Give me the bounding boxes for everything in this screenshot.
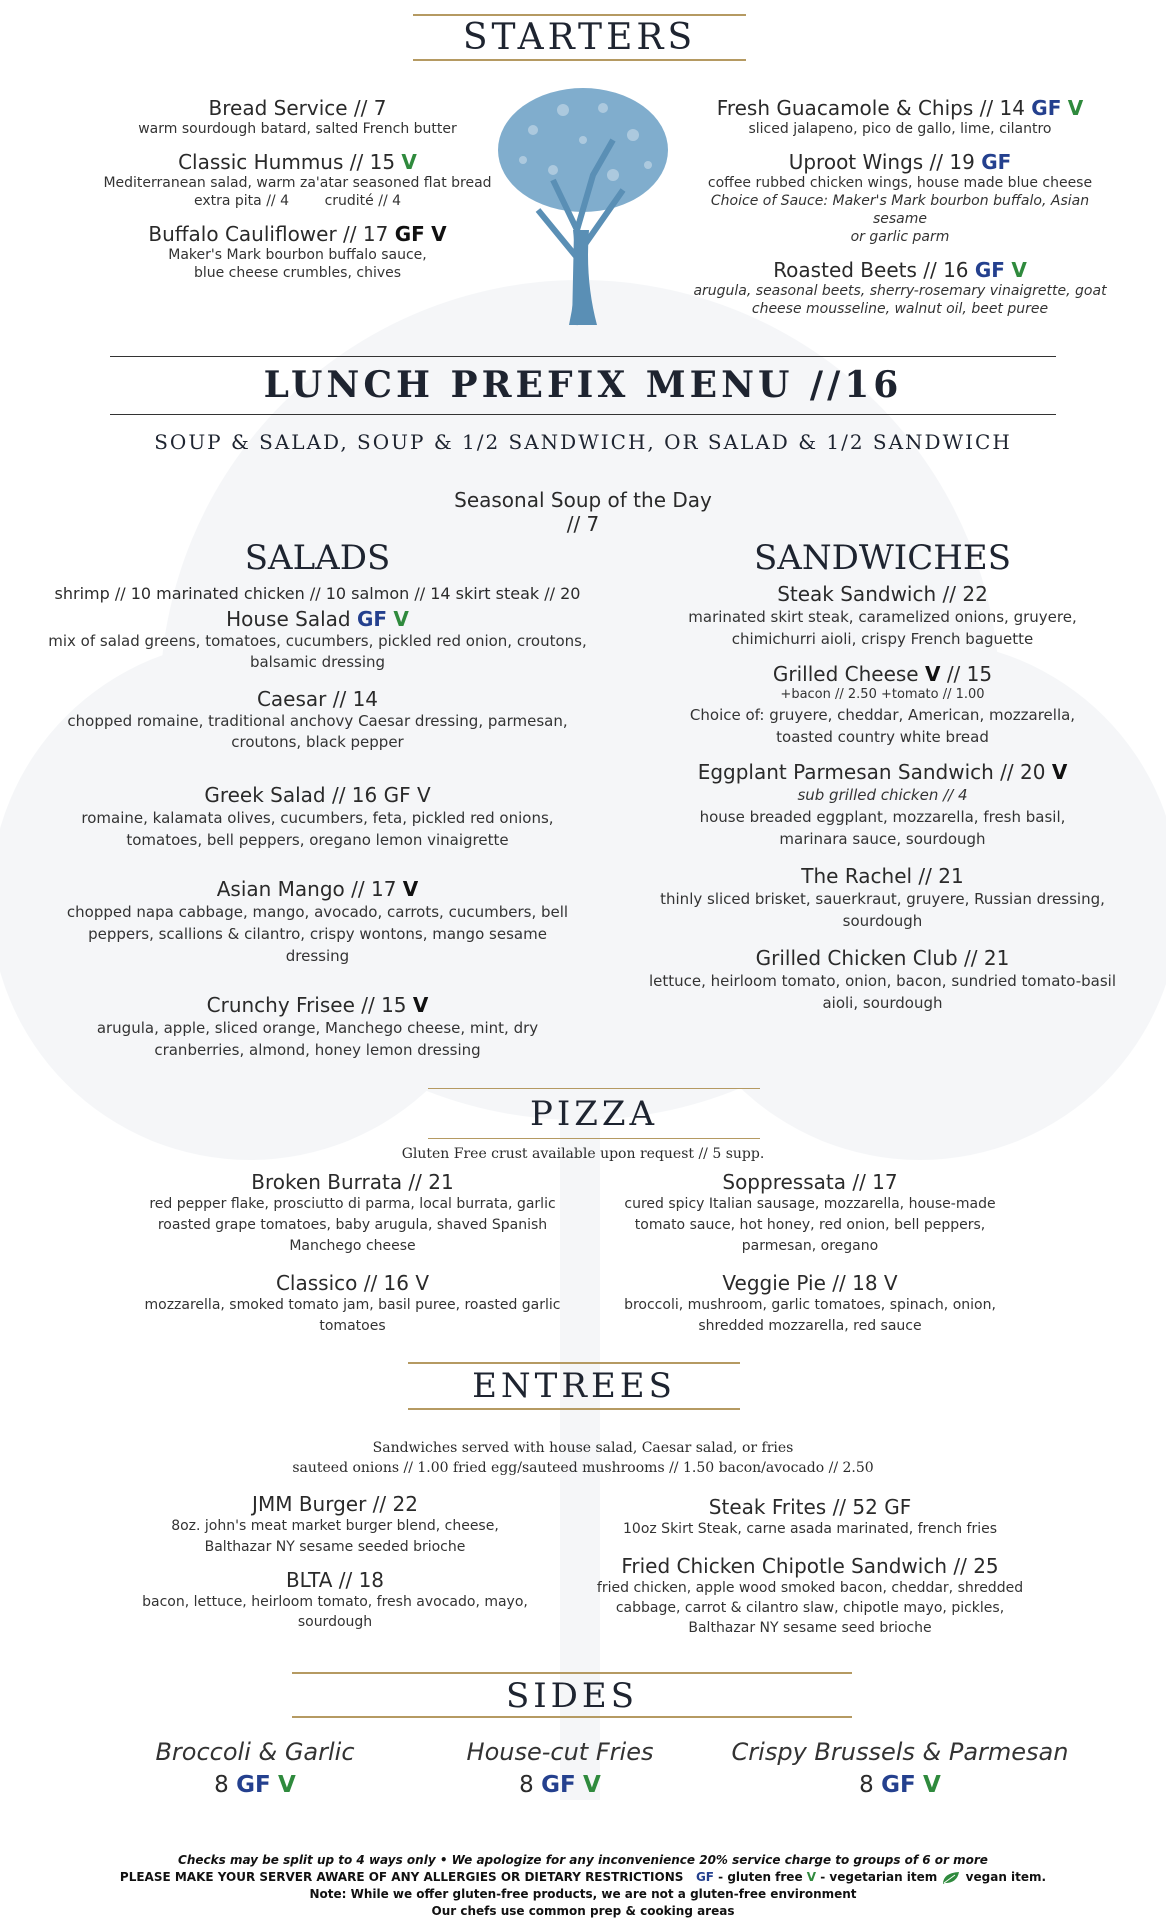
sandwich-desc: marinara sauce, sourdough xyxy=(779,830,986,848)
pizza-title: Classico // 16 V xyxy=(275,1271,430,1295)
sandwiches-heading: SANDWICHES xyxy=(753,538,1011,578)
salad-title-text: Asian Mango // 17 xyxy=(216,877,397,901)
vegetarian-badge: V xyxy=(401,150,417,174)
salads-heading: SALADS xyxy=(244,538,391,578)
starter-desc: extra pita // 4 crudité // 4 xyxy=(193,193,402,209)
footer-vegan-text: vegan item. xyxy=(965,1870,1047,1884)
starter-desc: or garlic parm xyxy=(850,229,950,245)
vegetarian-badge: V xyxy=(412,993,429,1017)
pizza-desc: Manchego cheese xyxy=(289,1238,416,1254)
footer-allergy-note xyxy=(60,1869,1106,1886)
sandwich-title-text: Eggplant Parmesan Sandwich // 20 xyxy=(697,760,1046,784)
entree-title: Steak Frites // 52 GF xyxy=(708,1495,912,1519)
salads-addons: shrimp // 10 marinated chicken // 10 salmon // 14 skirt steak // 20 xyxy=(54,584,581,603)
salad-title xyxy=(30,993,605,1017)
side-price: 8 xyxy=(214,1772,229,1798)
starter-desc: blue cheese crumbles, chives xyxy=(193,265,402,281)
sandwich-desc: thinly sliced brisket, sauerkraut, gruyere, Russian dressing, xyxy=(660,890,1105,908)
entree-desc: Balthazar NY sesame seeded brioche xyxy=(204,1539,466,1555)
sandwich-desc: sub grilled chicken // 4 xyxy=(797,786,968,804)
starters-heading: STARTERS xyxy=(462,17,697,58)
entree-desc: 8oz. john's meat market burger blend, cheese, xyxy=(171,1518,499,1534)
salad-title xyxy=(30,607,605,631)
entree-desc: sourdough xyxy=(297,1614,373,1630)
gluten-free-badge: GF xyxy=(981,150,1012,174)
salad-title-text: Crunchy Frisee // 15 xyxy=(206,993,407,1017)
pizza-desc: tomato sauce, hot honey, red onion, bell peppers, xyxy=(634,1217,986,1233)
starter-desc: Maker's Mark bourbon buffalo sauce, xyxy=(168,247,427,263)
prefix-subheading: SOUP & SALAD, SOUP & 1/2 SANDWICH, OR SALAD & 1/2 SANDWICH xyxy=(154,430,1012,454)
entree-desc: 10oz Skirt Steak, carne asada marinated, french fries xyxy=(623,1521,997,1537)
sandwich-title: The Rachel // 21 xyxy=(801,864,964,888)
prefix-top-rule xyxy=(110,356,1056,357)
pizza-desc: mozzarella, smoked tomato jam, basil puree, roasted garlic xyxy=(144,1297,561,1313)
pizza-desc: red pepper flake, prosciutto di parma, local burrata, garlic xyxy=(149,1196,556,1212)
gluten-free-badge: GF xyxy=(695,1870,714,1884)
entree-desc: bacon, lettuce, heirloom tomato, fresh avocado, mayo, xyxy=(142,1594,528,1610)
starter-title-text: Classic Hummus // 15 xyxy=(178,150,396,174)
pizza-desc: broccoli, mushroom, garlic tomatoes, spinach, onion, xyxy=(624,1297,996,1313)
pizza-title: Soppressata // 17 xyxy=(722,1170,898,1194)
vegan-leaf-icon xyxy=(941,1871,961,1885)
starter-title xyxy=(690,96,1110,120)
tree-icon xyxy=(493,80,673,330)
salad-desc: cranberries, almond, honey lemon dressing xyxy=(154,1041,481,1059)
sides-top-rule xyxy=(292,1672,852,1674)
entrees-note: Sandwiches served with house salad, Caesar salad, or fries xyxy=(372,1440,794,1456)
salad-desc: balsamic dressing xyxy=(249,653,386,671)
sandwiches-column xyxy=(620,538,1145,1014)
entrees-left-column xyxy=(120,1492,550,1632)
pizza-heading: PIZZA xyxy=(529,1094,659,1134)
gluten-free-badge: GF xyxy=(236,1772,271,1798)
prefix-bottom-rule xyxy=(110,414,1056,415)
prefix-heading: LUNCH PREFIX MENU //16 xyxy=(263,364,903,406)
entrees-bottom-rule xyxy=(408,1408,740,1410)
starter-desc: coffee rubbed chicken wings, house made blue cheese xyxy=(707,175,1093,191)
footer-checks-note: Checks may be split up to 4 ways only • We apologize for any inconvenience 20% service charge to groups of 6 or more xyxy=(178,1853,988,1867)
starter-desc: sliced jalapeno, pico de gallo, lime, cilantro xyxy=(748,121,1052,137)
starter-title-text: Buffalo Cauliflower // 17 xyxy=(148,222,389,246)
sandwich-title: Steak Sandwich // 22 xyxy=(777,582,988,606)
entrees-right-column xyxy=(590,1495,1030,1638)
side-price: 8 xyxy=(519,1772,534,1798)
starter-desc: cheese mousseline, walnut oil, beet puree xyxy=(751,301,1049,317)
vegetarian-badge: V xyxy=(806,1870,817,1884)
salad-desc: arugula, apple, sliced orange, Manchego cheese, mint, dry xyxy=(96,1019,539,1037)
side-price-row xyxy=(700,1772,1100,1798)
pizza-top-rule xyxy=(428,1088,760,1089)
starter-desc: Mediterranean salad, warm za'atar seasoned flat bread xyxy=(103,175,492,191)
sandwich-desc: toasted country white bread xyxy=(776,728,989,746)
sandwich-desc: aioli, sourdough xyxy=(822,994,943,1012)
soup-title: Seasonal Soup of the Day xyxy=(454,488,712,512)
starter-desc: arugula, seasonal beets, sherry-rosemary vinaigrette, goat xyxy=(693,283,1107,299)
salad-title-text: House Salad xyxy=(226,607,351,631)
starter-title-text: Uproot Wings // 19 xyxy=(788,150,975,174)
pizza-note: Gluten Free crust available upon request // 5 supp. xyxy=(401,1146,765,1162)
vegetarian-badge: V xyxy=(583,1772,601,1798)
footer-veg-text: - vegetarian item xyxy=(820,1870,938,1884)
vegetarian-badge: V xyxy=(923,1772,941,1798)
salad-desc: romaine, kalamata olives, cucumbers, feta, pickled red onions, xyxy=(81,809,554,827)
side-item xyxy=(700,1738,1100,1798)
gluten-free-badge: GF xyxy=(974,258,1005,282)
vegetarian-badge: V xyxy=(402,877,419,901)
side-item xyxy=(120,1738,390,1798)
starter-title: Bread Service // 7 xyxy=(208,96,387,120)
sandwich-desc: sourdough xyxy=(842,912,923,930)
sandwich-desc: house breaded eggplant, mozzarella, fresh basil, xyxy=(699,808,1066,826)
starter-desc: warm sourdough batard, salted French butter xyxy=(138,121,457,137)
vegetarian-badge: V xyxy=(393,607,409,631)
side-title: Crispy Brussels & Parmesan xyxy=(731,1738,1069,1766)
pizza-left-column xyxy=(110,1170,595,1337)
entree-desc: fried chicken, apple wood smoked bacon, cheddar, shredded xyxy=(596,1580,1024,1596)
soup-block xyxy=(433,488,733,536)
side-price-row xyxy=(120,1772,390,1798)
entree-desc: Balthazar NY sesame seed brioche xyxy=(688,1620,932,1636)
starter-title xyxy=(100,150,495,174)
starter-title xyxy=(100,222,495,246)
salad-title: Caesar // 14 xyxy=(256,687,379,711)
salads-column xyxy=(30,538,605,1061)
sandwich-desc: Choice of: gruyere, cheddar, American, mozzarella, xyxy=(689,706,1076,724)
gluten-free-badge: GF xyxy=(356,607,388,631)
salad-title xyxy=(30,877,605,901)
entree-title: Fried Chicken Chipotle Sandwich // 25 xyxy=(621,1554,999,1578)
pizza-desc: shredded mozzarella, red sauce xyxy=(698,1318,922,1334)
pizza-title: Broken Burrata // 21 xyxy=(251,1170,454,1194)
salad-desc: peppers, scallions & cilantro, crispy wontons, mango sesame xyxy=(88,925,547,943)
side-price-row xyxy=(425,1772,695,1798)
starter-title xyxy=(690,258,1110,282)
side-item xyxy=(425,1738,695,1798)
footer xyxy=(60,1852,1106,1920)
footer-gf-text: - gluten free xyxy=(718,1870,803,1884)
sandwich-title-text: Grilled Cheese xyxy=(772,662,919,686)
pizza-right-column xyxy=(595,1170,1025,1337)
starter-title-text: Fresh Guacamole & Chips // 14 xyxy=(716,96,1025,120)
starter-title xyxy=(690,150,1110,174)
starter-title-text: Roasted Beets // 16 xyxy=(773,258,969,282)
vegetarian-badge: V xyxy=(278,1772,296,1798)
salad-desc: chopped napa cabbage, mango, avocado, carrots, cucumbers, bell xyxy=(66,903,569,921)
salad-desc: mix of salad greens, tomatoes, cucumbers, pickled red onion, croutons, xyxy=(48,632,587,650)
sides-heading: SIDES xyxy=(505,1676,639,1716)
vegetarian-badge: V xyxy=(431,222,447,246)
starters-right-column xyxy=(690,96,1110,318)
gluten-free-badge: GF xyxy=(1031,96,1062,120)
soup-price: // 7 xyxy=(566,512,600,536)
starters-left-column xyxy=(100,96,495,282)
salad-desc: chopped romaine, traditional anchovy Caesar dressing, parmesan, xyxy=(67,712,568,730)
starters-top-rule xyxy=(413,14,746,16)
sandwich-title: Grilled Chicken Club // 21 xyxy=(755,946,1010,970)
pizza-desc: parmesan, oregano xyxy=(741,1238,879,1254)
entrees-addons: sauteed onions // 1.00 fried egg/sauteed mushrooms // 1.50 bacon/avocado // 2.50 xyxy=(292,1460,874,1476)
salad-desc: dressing xyxy=(285,947,350,965)
footer-allergy-text: PLEASE MAKE YOUR SERVER AWARE OF ANY ALLERGIES OR DIETARY RESTRICTIONS xyxy=(119,1870,684,1884)
pizza-desc: roasted grape tomatoes, baby arugula, shaved Spanish xyxy=(157,1217,548,1233)
pizza-bottom-rule xyxy=(428,1138,760,1139)
sandwich-desc: marinated skirt steak, caramelized onions, gruyere, xyxy=(688,608,1077,626)
entree-title: JMM Burger // 22 xyxy=(252,1492,418,1516)
sandwich-desc: lettuce, heirloom tomato, onion, bacon, sundried tomato-basil xyxy=(648,972,1117,990)
vegetarian-badge: V xyxy=(1067,96,1084,120)
footer-prep-note: Our chefs use common prep & cooking areas xyxy=(431,1904,735,1918)
side-title: House-cut Fries xyxy=(466,1738,654,1766)
sandwich-desc: chimichurri aioli, crispy French baguette xyxy=(731,630,1034,648)
entrees-top-rule xyxy=(408,1362,740,1364)
starters-bottom-rule xyxy=(413,59,746,61)
entree-desc: cabbage, carrot & cilantro slaw, chipotle mayo, pickles, xyxy=(615,1600,1005,1616)
footer-gf-environment-note: Note: While we offer gluten-free products, we are not a gluten-free environment xyxy=(309,1887,857,1901)
sandwich-price: // 15 xyxy=(946,662,993,686)
vegetarian-badge: V xyxy=(924,662,941,686)
side-price: 8 xyxy=(859,1772,874,1798)
entree-title: BLTA // 18 xyxy=(285,1568,385,1592)
salad-desc: croutons, black pepper xyxy=(231,733,404,751)
pizza-desc: cured spicy Italian sausage, mozzarella, house-made xyxy=(624,1196,996,1212)
gluten-free-badge: GF xyxy=(394,222,425,246)
pizza-title: Veggie Pie // 18 V xyxy=(722,1271,898,1295)
entrees-heading: ENTREES xyxy=(472,1366,676,1406)
vegetarian-badge: V xyxy=(1011,258,1027,282)
sandwich-title xyxy=(620,662,1145,686)
sandwich-title xyxy=(620,760,1145,784)
vegetarian-badge: V xyxy=(1051,760,1068,784)
side-title: Broccoli & Garlic xyxy=(155,1738,355,1766)
sandwich-addons: +bacon // 2.50 +tomato // 1.00 xyxy=(780,687,985,702)
gluten-free-badge: GF xyxy=(881,1772,916,1798)
sides-bottom-rule xyxy=(292,1716,852,1718)
salad-title: Greek Salad // 16 GF V xyxy=(204,783,431,807)
salad-desc: tomatoes, bell peppers, oregano lemon vinaigrette xyxy=(126,831,509,849)
starter-desc: Choice of Sauce: Maker's Mark bourbon buffalo, Asian sesame xyxy=(710,193,1090,227)
pizza-desc: tomatoes xyxy=(319,1318,386,1334)
gluten-free-badge: GF xyxy=(541,1772,576,1798)
